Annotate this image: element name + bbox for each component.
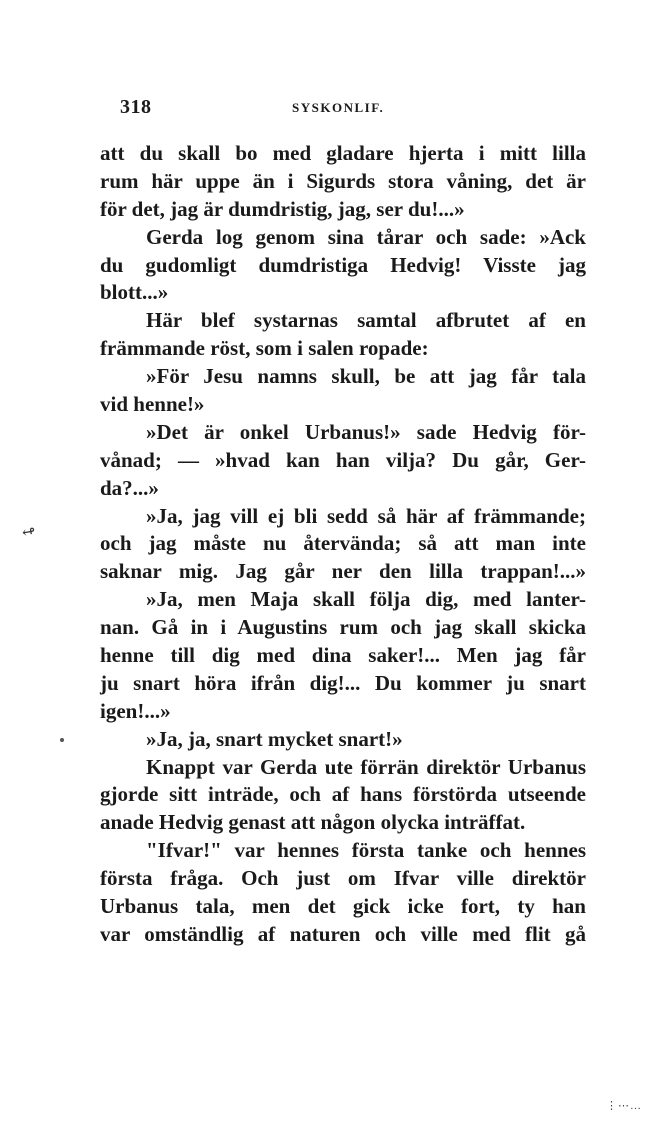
text-line: Gerda log genom sina tårar och sade: »Ack [146, 224, 586, 249]
text-line: igen!...» [100, 698, 171, 723]
text-line: »Ja, ja, snart mycket snart!» [146, 726, 403, 751]
text-line: nan. Gå in i Augustins rum och jag skall skicka [100, 615, 586, 640]
text-line: Knappt var Gerda ute förrän direktör Urbanus [146, 754, 586, 779]
text-line: du gudomligt dumdristiga Hedvig! Visste jag [100, 252, 586, 277]
page-number: 318 [120, 96, 152, 118]
text-line: "Ifvar!" var hennes första tanke och hennes [146, 838, 586, 863]
text-line: rum här uppe än i Sigurds stora våning, det är [100, 168, 586, 193]
text-line: vånad; — »hvad kan han vilja? Du går, Ger- [100, 447, 586, 472]
text-line: anade Hedvig genast att någon olycka inträffat. [100, 810, 526, 835]
text-line: »Det är onkel Urbanus!» sade Hedvig för- [146, 419, 586, 444]
text-line: första fråga. Och just om Ifvar ville direktör [100, 866, 586, 891]
running-title: SYSKONLIF. [292, 100, 385, 115]
text-line: gjorde sitt inträde, och af hans förstörda utseende [100, 782, 586, 807]
scan-artifact-icon: ⋮⋯… [606, 1100, 642, 1112]
text-line: Urbanus tala, men det gick icke fort, ty han [100, 894, 586, 919]
text-line: »För Jesu namns skull, be att jag får tala [146, 364, 586, 389]
text-line: att du skall bo med gladare hjerta i mitt lilla [100, 141, 586, 165]
margin-mark-icon: ↫ [20, 522, 37, 543]
page-header [120, 96, 586, 120]
text-line: da?...» [100, 475, 159, 500]
text-line: »Ja, jag vill ej bli sedd så här af främmande; [146, 503, 586, 528]
text-line: främmande röst, som i salen ropade: [100, 336, 429, 361]
text-line: var omständlig af naturen och ville med flit gå [100, 921, 586, 946]
text-line: ju snart höra ifrån dig!... Du kommer ju snart [100, 670, 586, 695]
body-text [100, 140, 586, 949]
text-line: »Ja, men Maja skall följa dig, med lanter- [146, 587, 586, 612]
text-line: och jag måste nu återvända; så att man inte [100, 531, 586, 556]
text-line: blott...» [100, 280, 169, 305]
text-line: saknar mig. Jag går ner den lilla trappan!...» [100, 559, 586, 584]
text-line: Här blef systarnas samtal afbrutet af en [146, 308, 586, 333]
margin-dot-icon [60, 738, 64, 742]
text-line: vid henne!» [100, 392, 205, 417]
text-line: för det, jag är dumdristig, jag, ser du!...» [100, 196, 465, 221]
text-line: henne till dig med dina saker!... Men jag får [100, 643, 586, 668]
